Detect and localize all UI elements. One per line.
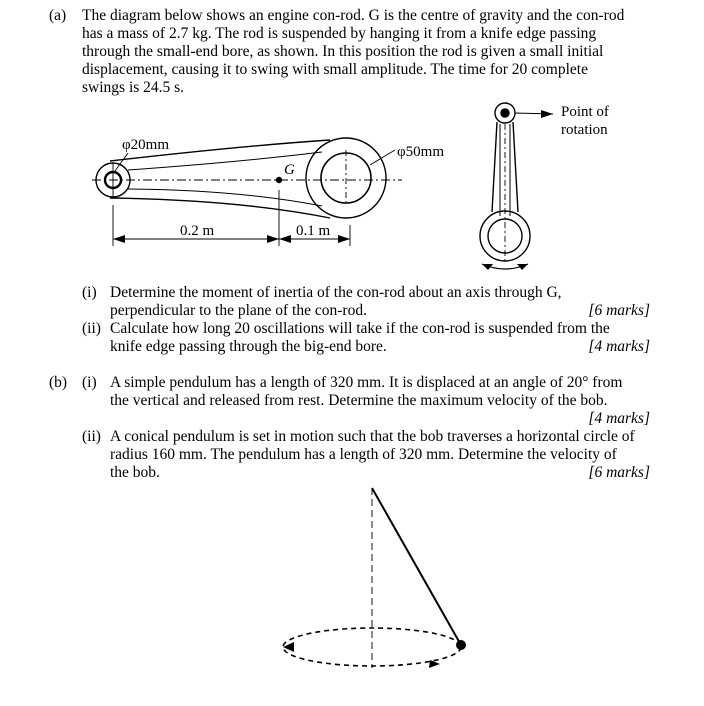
b-ii-line-1: A conical pendulum is set in motion such that the bob traverses a horizontal circle of xyxy=(110,428,635,445)
b-ii-label: (ii) xyxy=(82,428,101,445)
b-i-label: (i) xyxy=(82,374,97,391)
a-ii-marks: [4 marks] xyxy=(588,338,650,355)
pendulum-string xyxy=(372,488,461,645)
b-i-line-2: the vertical and released from rest. Determine the maximum velocity of the bob. xyxy=(110,392,608,409)
dim-label-0-2: 0.2 m xyxy=(180,223,215,239)
part-a-line-4: displacement, causing it to swing with small amplitude. The time for 20 complete xyxy=(82,61,588,78)
part-a-line-5: swings is 24.5 s. xyxy=(82,79,185,96)
part-a-line-1: The diagram below shows an engine con-rod. G is the centre of gravity and the con-rod xyxy=(82,7,625,24)
a-ii-label: (ii) xyxy=(82,320,101,337)
b-ii-line-3: the bob. xyxy=(110,464,160,481)
big-bore-label: φ50mm xyxy=(397,144,444,160)
b-i-marks: [4 marks] xyxy=(588,410,650,427)
part-a-label: (a) xyxy=(49,7,67,24)
a-i-label: (i) xyxy=(82,284,97,301)
a-i-line-1: Determine the moment of inertia of the con-rod about an axis through G, xyxy=(110,284,562,301)
part-a-line-2: has a mass of 2.7 kg. The rod is suspended by hanging it from a knife edge passing xyxy=(82,25,597,42)
pivot-label-line-2: rotation xyxy=(561,122,608,138)
a-ii-line-1: Calculate how long 20 oscillations will take if the con-rod is suspended from the xyxy=(110,320,610,337)
a-i-marks: [6 marks] xyxy=(588,302,650,319)
pendulum-bob xyxy=(456,640,466,650)
g-point xyxy=(277,178,282,183)
dim-label-0-1: 0.1 m xyxy=(296,223,331,239)
part-b-label: (b) xyxy=(49,374,68,391)
a-ii-line-2: knife edge passing through the big-end bore. xyxy=(110,338,387,355)
small-bore-label: φ20mm xyxy=(122,137,169,153)
b-ii-marks: [6 marks] xyxy=(588,464,650,481)
g-label: G xyxy=(284,162,295,178)
part-a-line-3: through the small-end bore, as shown. In this position the rod is given a small initial xyxy=(82,43,604,60)
b-i-line-1: A simple pendulum has a length of 320 mm. It is displaced at an angle of 20° from xyxy=(110,374,623,391)
b-ii-line-2: radius 160 mm. The pendulum has a length of 320 mm. Determine the velocity of xyxy=(110,446,617,463)
pivot-label-line-1: Point of xyxy=(561,104,609,120)
a-i-line-2: perpendicular to the plane of the con-rod. xyxy=(110,302,367,319)
